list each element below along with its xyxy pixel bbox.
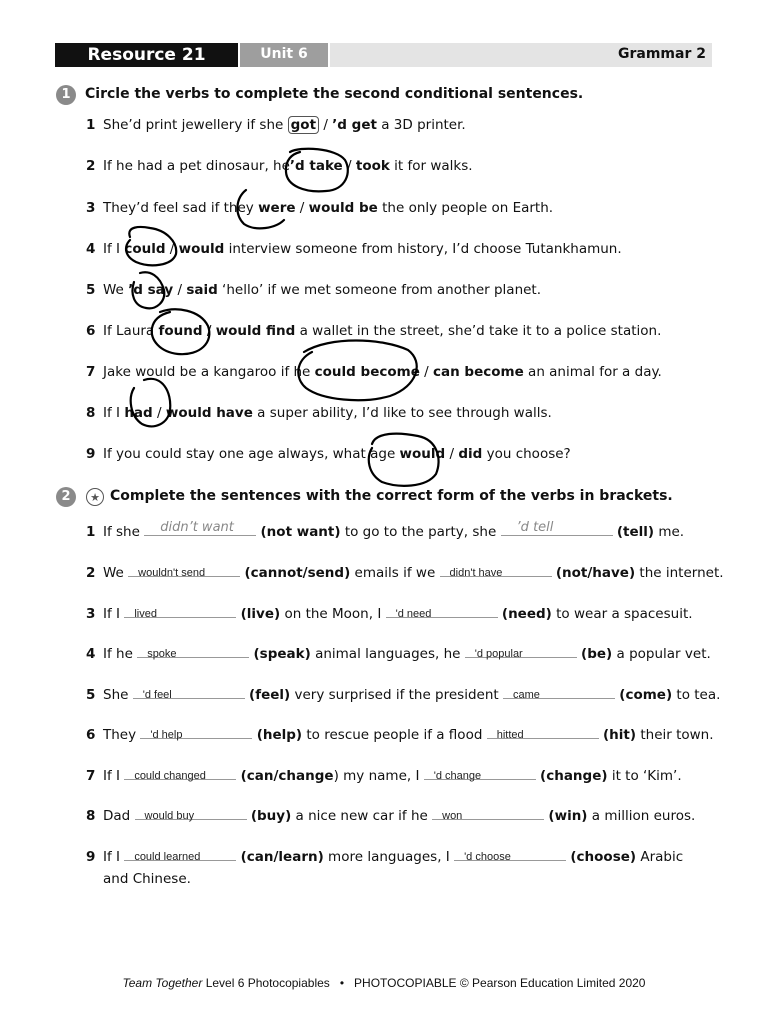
ex2-item-9-blank-1[interactable]: could learned	[124, 845, 236, 861]
star-icon: ★	[86, 488, 104, 506]
ex1-item-8-option-2[interactable]: would have	[165, 405, 253, 421]
ex1-item-2-option-2[interactable]: took	[355, 158, 390, 174]
ex2-item-1-blank-2[interactable]: ’d tell	[501, 520, 613, 536]
header-bar	[55, 43, 712, 67]
ex1-item-9-option-1[interactable]: would	[399, 446, 446, 462]
ex2-item-7: 7 If I could changed (can/change) my name, I 'd change (change) it to ‘Kim’.	[86, 764, 682, 784]
ex2-item-1: 1 If she didn’t want (not want) to go to the party, she ’d tell (tell) me.	[86, 520, 685, 540]
ex1-item-5-option-2[interactable]: said	[186, 282, 218, 298]
ex2-item-6-blank-1[interactable]: 'd help	[140, 723, 252, 739]
ex2-item-2-blank-1[interactable]: wouldn't send	[128, 561, 240, 577]
ex1-item-7: 7 Jake would be a kangaroo if he could become / can become an animal for a day.	[86, 364, 662, 380]
ex1-item-3-option-2[interactable]: would be	[308, 200, 378, 216]
footer-copyright: PHOTOCOPIABLE © Pearson Education Limited 2020	[354, 976, 646, 990]
ex1-item-8-option-1[interactable]: had	[124, 405, 153, 421]
ex1-item-5-option-1[interactable]: ’d say	[128, 282, 174, 298]
ex2-item-9: 9 If I could learned (can/learn) more languages, I 'd choose (choose) Arabic	[86, 845, 683, 865]
ex2-item-4: 4 If he spoke (speak) animal languages, he 'd popular (be) a popular vet.	[86, 642, 711, 662]
ex1-item-3: 3 They’d feel sad if they were / would be the only people on Earth.	[86, 200, 554, 216]
section-label: Grammar 2	[618, 46, 706, 62]
ex2-item-8: 8 Dad would buy (buy) a nice new car if he won (win) a million euros.	[86, 804, 695, 824]
ex2-item-4-blank-1[interactable]: spoke	[137, 642, 249, 658]
ex1-item-3-option-1[interactable]: were	[258, 200, 296, 216]
ex1-item-2-option-1[interactable]: ’d take	[289, 158, 343, 174]
ex1-item-9-option-2[interactable]: did	[458, 446, 483, 462]
ex2-item-2-blank-2[interactable]: didn't have	[440, 561, 552, 577]
ex2-item-5-blank-2[interactable]: came	[503, 683, 615, 699]
page-footer: Team Together Level 6 Photocopiables • PHOTOCOPIABLE © Pearson Education Limited 2020	[122, 976, 646, 990]
header-strip	[330, 43, 712, 67]
ex1-item-7-option-2[interactable]: can become	[433, 364, 524, 380]
ex2-item-2: 2 We wouldn't send (cannot/send) emails if we didn't have (not/have) the internet.	[86, 561, 724, 581]
ex1-item-4-option-1[interactable]: could	[124, 241, 166, 257]
ex2-item-9-blank-2[interactable]: 'd choose	[454, 845, 566, 861]
ex1-item-6: 6 If Laura found / would find a wallet in the street, she’d take it to a police station.	[86, 323, 662, 339]
ex2-item-9-continuation: and Chinese.	[103, 871, 191, 887]
ex1-item-1-option-1[interactable]: got	[288, 116, 319, 134]
ex2-item-7-blank-2[interactable]: 'd change	[424, 764, 536, 780]
ex1-item-1: 1 She’d print jewellery if she got / ’d get a 3D printer.	[86, 117, 466, 133]
ex2-item-4-blank-2[interactable]: 'd popular	[465, 642, 577, 658]
ex1-item-6-option-2[interactable]: would find	[215, 323, 296, 339]
exercise-1-badge: 1	[56, 85, 76, 105]
ex2-item-6: 6 They 'd help (help) to rescue people if a flood hitted (hit) their town.	[86, 723, 714, 743]
ex1-item-8: 8 If I had / would have a super ability, I’d like to see through walls.	[86, 405, 552, 421]
ex1-item-6-option-1[interactable]: found	[158, 323, 203, 339]
footer-book-title: Team Together	[122, 976, 203, 990]
ex2-item-7-blank-1[interactable]: could changed	[124, 764, 236, 780]
ex1-item-7-option-1[interactable]: could become	[314, 364, 420, 380]
ex2-item-3-blank-1[interactable]: lived	[124, 602, 236, 618]
ex2-item-3-blank-2[interactable]: 'd need	[386, 602, 498, 618]
ex2-item-8-blank-1[interactable]: would buy	[135, 804, 247, 820]
unit-label: Unit 6	[240, 43, 328, 67]
ex1-item-1-option-2[interactable]: ’d get	[332, 117, 377, 133]
ex2-item-3: 3 If I lived (live) on the Moon, I 'd need (need) to wear a spacesuit.	[86, 602, 693, 622]
exercise-2-instruction: Complete the sentences with the correct form of the verbs in brackets.	[110, 488, 673, 504]
ex2-item-6-blank-2[interactable]: hitted	[487, 723, 599, 739]
resource-label: Resource 21	[55, 43, 238, 67]
ex1-item-9: 9 If you could stay one age always, what age would / did you choose?	[86, 446, 571, 462]
ex2-item-1-blank-1[interactable]: didn’t want	[144, 520, 256, 536]
ex1-item-2: 2 If he had a pet dinosaur, he’d take / took it for walks.	[86, 158, 473, 174]
ex2-item-5-blank-1[interactable]: 'd feel	[133, 683, 245, 699]
ex1-item-4-option-2[interactable]: would	[178, 241, 225, 257]
ex2-item-8-blank-2[interactable]: won	[432, 804, 544, 820]
exercise-1-instruction: Circle the verbs to complete the second conditional sentences.	[85, 86, 584, 102]
exercise-2-badge: 2	[56, 487, 76, 507]
ex2-item-5: 5 She 'd feel (feel) very surprised if the president came (come) to tea.	[86, 683, 720, 703]
ex1-item-4: 4 If I could / would interview someone from history, I’d choose Tutankhamun.	[86, 241, 622, 257]
ex1-item-5: 5 We ’d say / said ‘hello’ if we met someone from another planet.	[86, 282, 542, 298]
